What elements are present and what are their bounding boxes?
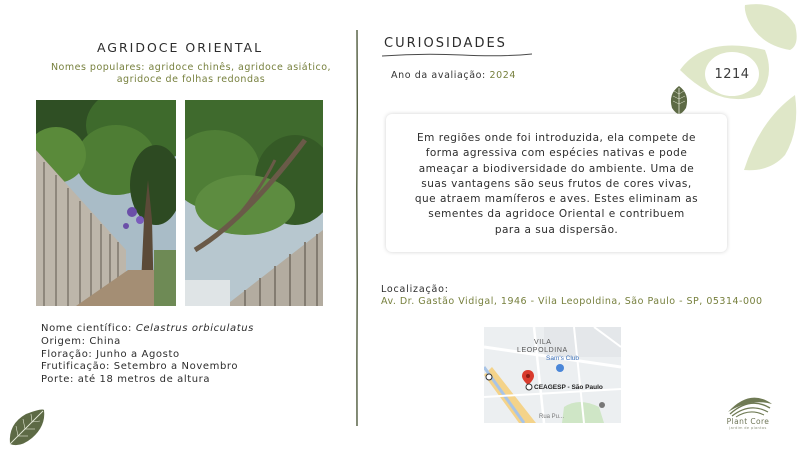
origin: Origem: China [41, 335, 121, 347]
location-address: Av. Dr. Gastão Vidigal, 1946 - Vila Leopoldina, São Paulo - SP, 05314-000 [381, 296, 763, 307]
curiosity-line: suas vantagens são seus frutos de cores vivas, [421, 177, 692, 190]
curiosity-line: sementes da agridoce Oriental e contribuem [428, 208, 685, 221]
curiosity-line: que atraem mamíferos e aves. Estes eliminam as [414, 193, 699, 206]
location-map[interactable] [484, 327, 621, 423]
size: Porte: até 18 metros de altura [41, 374, 211, 386]
map-shop-label: Sam's Club [546, 355, 580, 362]
column-divider [356, 30, 358, 426]
leaf-icon [6, 406, 46, 448]
scientific-name-value: Celastrus orbiculatus [135, 323, 254, 334]
scientific-name [41, 323, 254, 336]
title-underline [382, 52, 532, 58]
map-streets [484, 327, 621, 423]
year-value: 2024 [489, 70, 517, 81]
location-label: Localização: [381, 284, 449, 295]
map-area-label-2: LEOPOLDINA [517, 347, 568, 354]
popular-names [36, 62, 346, 86]
curiosity-line: ameaçar a biodiversidade do ambiente. Uma de [418, 162, 695, 175]
flowering: Floração: Junho a Agosto [41, 348, 180, 360]
curiosities-title: CURIOSIDADES [384, 36, 507, 51]
curiosity-line: Em regiões onde foi introduzida, ela compete de [417, 132, 696, 144]
leaf-icon [668, 84, 690, 116]
plant-facts [41, 323, 254, 387]
curiosity-line: para a sua dispersão. [494, 223, 619, 236]
popular-names-line-2: agridoce de folhas redondas [116, 74, 266, 85]
popular-names-line-1: Nomes populares: agridoce chinês, agridoce asiático, [50, 62, 332, 73]
badge-number: 1214 [705, 52, 759, 96]
scientific-name-label: Nome científico: [41, 323, 136, 334]
plant-title: AGRIDOCE ORIENTAL [96, 40, 264, 55]
plant-photo-canopy [185, 100, 323, 306]
evaluation-year [391, 70, 516, 81]
fruiting: Frutificação: Setembro a Novembro [41, 361, 239, 373]
brand-name: Plant Core [726, 417, 770, 426]
map-area-label-1: VILA [534, 339, 552, 346]
plant-photo-alley [36, 100, 176, 306]
curiosity-line: forma agressiva com espécies nativas e pode [425, 147, 688, 160]
map-bottom-street: Rua Pu... [539, 414, 565, 420]
map-place-label: CEAGESP - São Paulo [534, 384, 603, 391]
brand-tagline: jardim de plantas [729, 426, 767, 430]
year-label: Ano da avaliação: [391, 70, 490, 81]
